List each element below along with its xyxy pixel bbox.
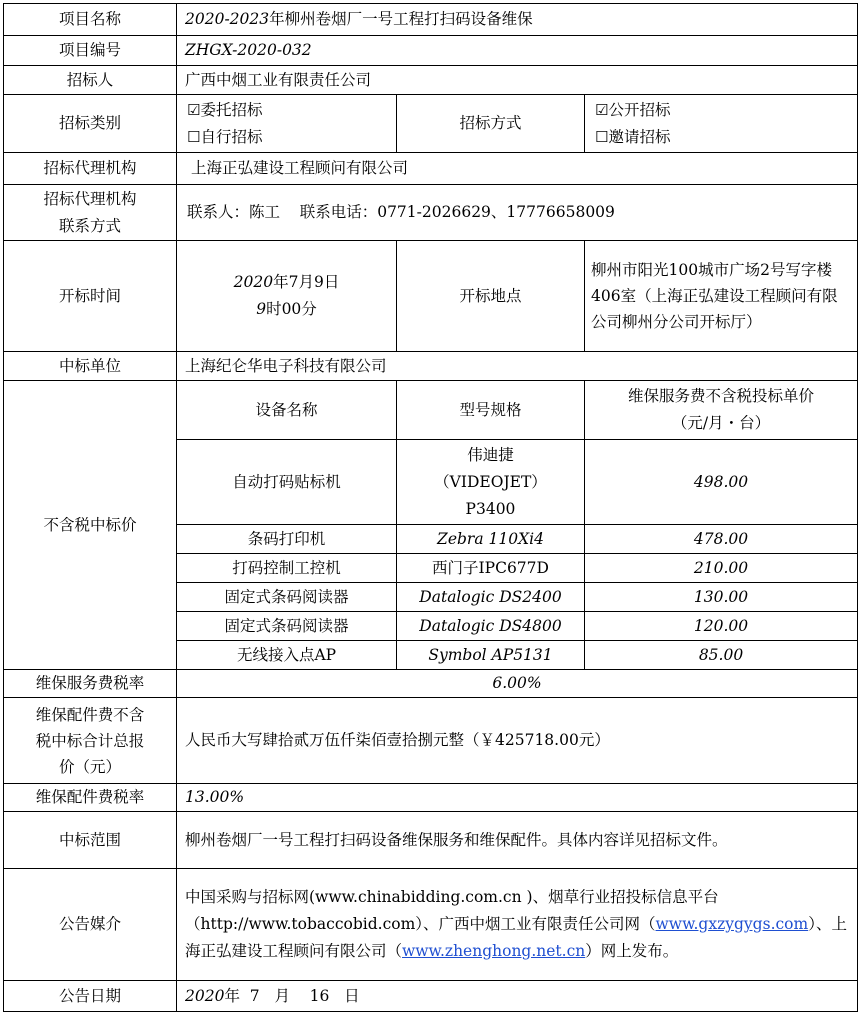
agency-label: 招标代理机构 [4, 153, 177, 185]
parts-total-label: 维保配件费不含 税中标合计总报 价（元） [4, 698, 177, 784]
checkbox-empty-icon: ☐ [187, 127, 201, 146]
tender-method-options [585, 95, 858, 153]
device-model: Symbol AP5131 [397, 641, 585, 670]
tender-result-table [3, 3, 858, 1012]
price-label: 不含税中标价 [4, 381, 177, 670]
opening-time-label: 开标时间 [4, 241, 177, 352]
device-price: 120.00 [585, 612, 858, 641]
device-model: Zebra 110Xi4 [397, 525, 585, 554]
media-link-zhenghong[interactable]: www.zhenghong.net.cn [402, 942, 586, 960]
tenderer-label: 招标人 [4, 66, 177, 95]
media-label: 公告媒介 [4, 869, 177, 981]
service-tax-value: 6.00% [177, 670, 858, 698]
notice-date-value: 2020年 7 月 16 日 [177, 981, 858, 1012]
device-model: 伟迪捷 （VIDEOJET） P3400 [397, 440, 585, 525]
project-name-value: 2020-2023年柳州卷烟厂一号工程打扫码设备维保 [177, 4, 858, 36]
header-model: 型号规格 [397, 381, 585, 440]
opening-time-value: 2020年7月9日 9时00分 [177, 241, 397, 352]
device-price: 498.00 [585, 440, 858, 525]
notice-date-label: 公告日期 [4, 981, 177, 1012]
option-entrusted: ☑委托招标 [187, 100, 263, 119]
scope-label: 中标范围 [4, 812, 177, 869]
header-device-name: 设备名称 [177, 381, 397, 440]
media-link-gxzygygs[interactable]: www.gxzygygs.com [655, 915, 809, 933]
device-price: 478.00 [585, 525, 858, 554]
header-unit-price: 维保服务费不含税投标单价 （元/月・台） [585, 381, 858, 440]
parts-tax-label: 维保配件费税率 [4, 784, 177, 812]
option-invite: ☐邀请招标 [595, 127, 671, 146]
tender-category-options [177, 95, 397, 153]
device-model: Datalogic DS2400 [397, 583, 585, 612]
device-price: 85.00 [585, 641, 858, 670]
device-model: Datalogic DS4800 [397, 612, 585, 641]
device-name: 无线接入点AP [177, 641, 397, 670]
option-self: ☐自行招标 [187, 127, 263, 146]
scope-value: 柳州卷烟厂一号工程打扫码设备维保服务和维保配件。具体内容详见招标文件。 [177, 812, 858, 869]
tenderer-value: 广西中烟工业有限责任公司 [177, 66, 858, 95]
service-tax-label: 维保服务费税率 [4, 670, 177, 698]
parts-total-value: 人民币大写肆拾贰万伍仟柒佰壹拾捌元整（￥425718.00元） [177, 698, 858, 784]
tender-method-label: 招标方式 [397, 95, 585, 153]
parts-tax-value: 13.00% [177, 784, 858, 812]
device-name: 自动打码贴标机 [177, 440, 397, 525]
winner-value: 上海纪仑华电子科技有限公司 [177, 352, 858, 381]
checkbox-checked-icon: ☑ [595, 100, 609, 119]
project-no-value: ZHGX-2020-032 [177, 36, 858, 66]
project-no-label: 项目编号 [4, 36, 177, 66]
agency-contact-label: 招标代理机构 联系方式 [4, 185, 177, 241]
device-price: 130.00 [585, 583, 858, 612]
agency-value: 上海正弘建设工程顾问有限公司 [177, 153, 858, 185]
project-name-label: 项目名称 [4, 4, 177, 36]
device-name: 固定式条码阅读器 [177, 612, 397, 641]
device-name: 打码控制工控机 [177, 554, 397, 583]
checkbox-checked-icon: ☑ [187, 100, 201, 119]
winner-label: 中标单位 [4, 352, 177, 381]
option-open: ☑公开招标 [595, 100, 671, 119]
device-model: 西门子IPC677D [397, 554, 585, 583]
device-name: 固定式条码阅读器 [177, 583, 397, 612]
tender-category-label: 招标类别 [4, 95, 177, 153]
agency-contact-value: 联系人：陈工 联系电话：0771-2026629、17776658009 [177, 185, 858, 241]
opening-place-label: 开标地点 [397, 241, 585, 352]
device-price: 210.00 [585, 554, 858, 583]
checkbox-empty-icon: ☐ [595, 127, 609, 146]
opening-place-value: 柳州市阳光100城市广场2号写字楼406室（上海正弘建设工程顾问有限公司柳州分公司开标厅） [585, 241, 858, 352]
media-value: 中国采购与招标网(www.chinabidding.com.cn )、烟草行业招投标信息平台（http://www.tobaccobid.com）、广西中烟工业有限责任公司网（www.gxzygygs.com）、上海正弘建设工程顾问有限公司（www.zhenghong.net.cn）网上发布。 [177, 869, 858, 981]
device-name: 条码打印机 [177, 525, 397, 554]
